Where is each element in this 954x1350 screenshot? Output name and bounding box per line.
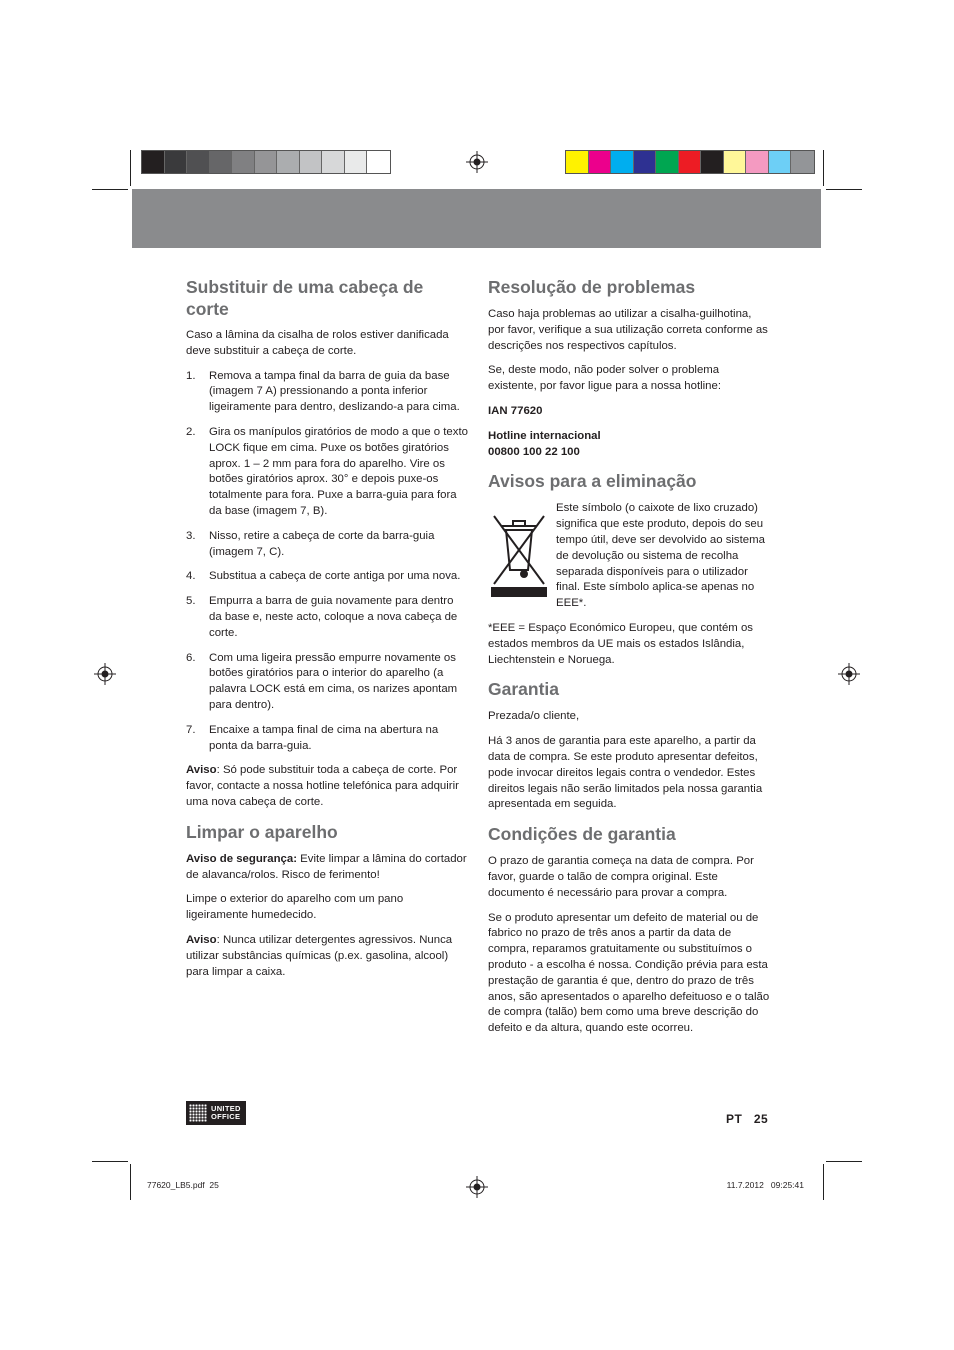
step-text: Substitua a cabeça de corte antiga por uma nova. [209, 570, 461, 583]
safety-text: Evite limpar a lâmina do cortador de alavanca/rolos. Risco de ferimento! [186, 852, 467, 881]
step-text: Nisso, retire a cabeça de corte da barra-guia (imagem 7, C). [209, 529, 435, 558]
warranty-text: Há 3 anos de garantia para este aparelho, a partir da data de compra. Se este produto apresentar defeitos, pode invocar direitos legais contra o vendedor. Estes direitos legais não serão limitados pela nossa garantia apresentada em seguida. [488, 735, 763, 811]
warranty-conditions-heading: Condições de garantia [488, 824, 676, 845]
gray-swatch [322, 151, 345, 173]
header-banner [132, 189, 821, 248]
gray-swatch [165, 151, 188, 173]
troubleshooting-heading: Resolução de problemas [488, 277, 696, 297]
warranty-greeting: Prezada/o cliente, [488, 710, 580, 723]
gray-color-bar [141, 150, 391, 174]
registration-mark-icon [466, 151, 488, 173]
safety-warning [186, 852, 468, 884]
print-file-name: 77620_LB5.pdf 25 [147, 1180, 219, 1190]
registration-mark-icon [466, 1176, 488, 1198]
gray-swatch [232, 151, 255, 173]
conditions-text-2: Se o produto apresentar um defeito de material ou de fabrico no prazo de três anos a partir da data de compra, reparamos gratuitamente ou substituímos o produto - a escolha é nossa. Condição prévia para esta prestação de garantia é que, dentro do prazo de três anos, são apresentados o aparelho defeituoso e o talão de compra (talão) bem como uma breve descrição do defeito e da altura, quando este ocorreu. [488, 911, 770, 1035]
color-swatch [656, 151, 679, 173]
gray-swatch [300, 151, 323, 173]
crop-mark [92, 189, 128, 190]
crossed-out-wheelie-bin-icon [488, 502, 550, 598]
note-label: Aviso [186, 764, 217, 777]
united-office-logo [186, 1101, 246, 1125]
step-text: Encaixe a tampa final de cima na abertura na ponta da barra-guia. [209, 723, 439, 752]
step-number: 4. [186, 570, 196, 583]
replace-cutting-head-heading: Substituir de uma cabeça de corte [186, 277, 424, 319]
step-number: 3. [186, 529, 196, 542]
gray-swatch [367, 151, 390, 173]
crop-mark [130, 150, 131, 186]
weee-text: Este símbolo (o caixote de lixo cruzado) significa que este produto, depois do seu tempo útil, deve ser devolvido ao sistema de devolução ou sistema de recolha separada disponíveis para o utilizador final. Este símbolo aplica-se apenas no EEE*. [556, 502, 765, 610]
crop-mark [826, 189, 862, 190]
troubleshooting-hotline-text: Se, deste modo, não poder solver o problema existente, por favor ligue para a nossa hotline: [488, 364, 722, 393]
gray-swatch [187, 151, 210, 173]
ian-number: IAN 77620 [488, 404, 543, 417]
print-datetime: 11.7.2012 09:25:41 [726, 1180, 804, 1190]
step-number: 2. [186, 425, 196, 438]
hotline-label: Hotline internacional [488, 429, 601, 442]
replace-intro: Caso a lâmina da cisalha de rolos estiver danificada deve substituir a cabeça de corte. [186, 329, 449, 357]
color-swatch [746, 151, 769, 173]
color-swatch [769, 151, 792, 173]
replace-note [186, 763, 468, 810]
step-number: 5. [186, 595, 196, 608]
replace-step [186, 569, 468, 585]
gray-swatch [277, 151, 300, 173]
crop-mark [130, 1164, 131, 1200]
warranty-heading: Garantia [488, 679, 559, 700]
replace-step [186, 651, 468, 714]
clean-instruction: Limpe o exterior do aparelho com um pano ligeiramente humedecido. [186, 893, 404, 922]
process-color-bar [565, 150, 815, 174]
left-column [186, 276, 468, 989]
step-number: 6. [186, 651, 196, 664]
note-text: : Nunca utilizar detergentes agressivos. Nunca utilizar substâncias químicas (p.ex. gasolina, alcool) para limpar a caixa. [186, 933, 453, 978]
weee-block [488, 501, 770, 612]
gray-swatch [255, 151, 278, 173]
page-number: PT 25 [726, 1112, 769, 1126]
color-swatch [791, 151, 814, 173]
step-text: Empurra a barra de guia novamente para dentro da base e, neste acto, coloque a nova cabeça de corte. [209, 595, 458, 639]
step-text: Remova a tampa final da barra de guia da base (imagem 7 A) pressionando a ponta inferior ligeiramente para dentro, deslizando-a para cima. [209, 369, 460, 414]
registration-mark-icon [838, 663, 860, 685]
color-swatch [634, 151, 657, 173]
color-swatch [679, 151, 702, 173]
crop-mark [92, 1161, 128, 1162]
step-number: 1. [186, 369, 196, 382]
gray-swatch [142, 151, 165, 173]
color-swatch [701, 151, 724, 173]
eee-footnote: *EEE = Espaço Económico Europeu, que contém os estados membros da UE mais os estados Islândia, Liechtenstein e Noruega. [488, 621, 753, 666]
crop-mark [823, 150, 824, 186]
disposal-heading: Avisos para a eliminação [488, 471, 697, 492]
troubleshooting-intro: Caso haja problemas ao utilizar a cisalha-guilhotina, por favor, verifique a sua utilização correta conforme as descrições nos respectivos capítulos. [488, 308, 768, 352]
gray-swatch [345, 151, 368, 173]
logo-dot-grid [189, 1104, 207, 1122]
step-text: Gira os manípulos giratórios de modo a que o texto LOCK fique em cima. Puxe os botões giratórios aprox. 1 – 2 mm para fora do aparelho. Vire os botões giratórios aprox. 30° e depois puxe-os totalmente para fora. Puxe a barra-guia para fora da base (imagem 7, B). [209, 425, 468, 517]
color-swatch [724, 151, 747, 173]
color-swatch [566, 151, 589, 173]
clean-note [186, 933, 468, 980]
color-swatch [611, 151, 634, 173]
step-number: 7. [186, 723, 196, 736]
step-text: Com uma ligeira pressão empurre novamente os botões giratórios para o interior do aparelho (a palavra LOCK está em cima, os narizes apontam para dentro). [209, 651, 458, 711]
color-swatch [589, 151, 612, 173]
replace-step [186, 594, 468, 641]
clean-device-heading: Limpar o aparelho [186, 821, 338, 842]
note-label: Aviso [186, 933, 217, 946]
safety-label: Aviso de segurança: [186, 852, 297, 865]
note-text: : Só pode substituir toda a cabeça de corte. Por favor, contacte a nossa hotline telefónica para adquirir uma nova cabeça de corte. [186, 764, 459, 808]
crop-mark [823, 1164, 824, 1200]
right-column [488, 276, 770, 1046]
replace-steps-list [186, 369, 468, 755]
crop-mark [826, 1161, 862, 1162]
gray-swatch [210, 151, 233, 173]
replace-step [186, 723, 468, 755]
replace-step [186, 369, 468, 416]
logo-text: UNITED OFFICE [211, 1104, 241, 1121]
conditions-text-1: O prazo de garantia começa na data de compra. Por favor, guarde o talão de compra original. Este documento é necessário para provar a compra. [488, 855, 754, 899]
hotline-number: 00800 100 22 100 [488, 445, 580, 458]
replace-step [186, 529, 468, 561]
registration-mark-icon [94, 663, 116, 685]
replace-step [186, 425, 468, 520]
